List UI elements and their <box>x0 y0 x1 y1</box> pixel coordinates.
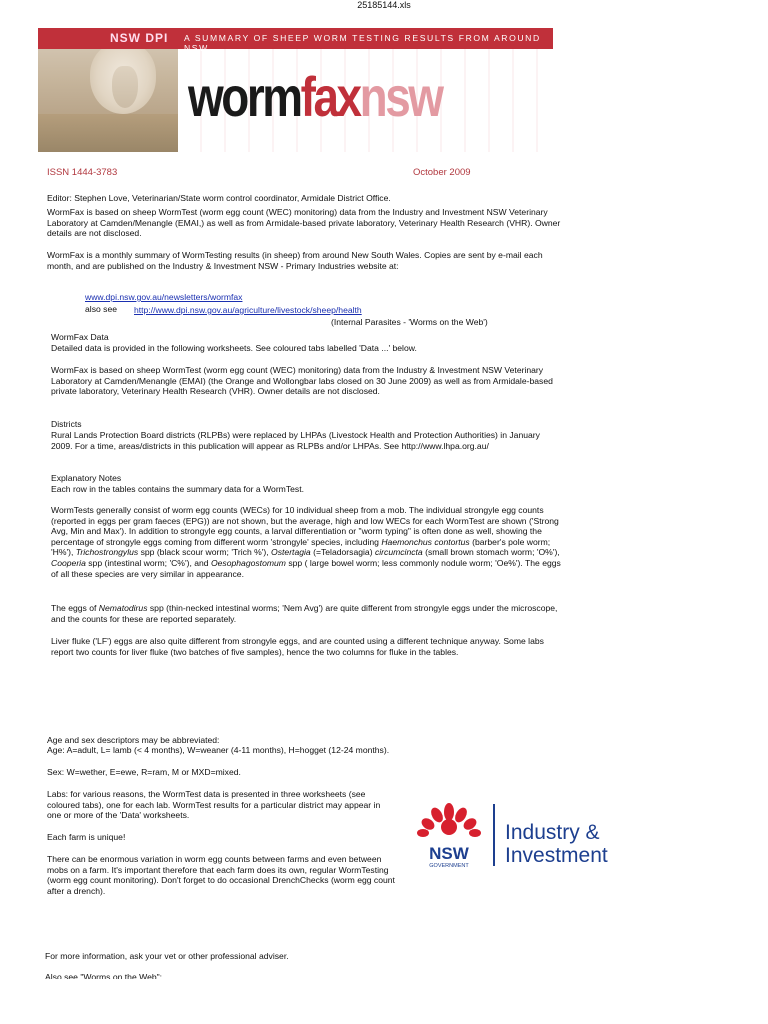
explanatory-text: Each row in the tables contains the summary data for a WormTest. <box>51 484 304 494</box>
nematodirus-paragraph: The eggs of Nematodirus spp (thin-necked intestinal worms; 'Nem Avg') are quite different from strongyle eggs under the microscope, and the counts for these are reported separately. <box>51 603 558 624</box>
industry-label: Industry & <box>505 821 600 844</box>
each-farm-unique-text: There can be enormous variation in worm egg counts between farms and even between mobs on a farm. It's important therefore that each farm does its own, regular WormTesting (worm egg count monitoring). Don't forget to do occasional DrenchChecks (worm egg count after a drench). <box>47 854 395 896</box>
banner-red-bar <box>38 28 553 53</box>
data-text: Detailed data is provided in the following worksheets. See coloured tabs labelled 'Data ...' below. <box>51 343 417 353</box>
wormtests-paragraph: WormTests generally consist of worm egg counts (WECs) for 10 individual sheep from a mob. The individual strongyle egg counts (reported in eggs per gram faeces (EPG)) are not shown, but the average, high and low WECs for each WormTest are shown ('Strong Avg, Min and Max'). In addition to strongyle egg counts, a larval differentiation or "worm typing" is often done as well, showing the percentage of strongyle eggs coming from different worm 'strongyle' species, including Haemonchus contortus (barber's pole worm; 'H%'), Trichostrongylus spp (black scour worm; 'Trich %'), Ostertagia (=Teladorsagia) circumcincta (small brown stomach worm; 'O%'), Cooperia spp (intestinal worm; 'C%'), and Oesophagostomum spp ( large bowel worm; less commonly nodule worm; 'Oe%'). The eggs of all these species are very similar in appearance. <box>51 505 561 579</box>
each-farm-unique-heading: Each farm is unique! <box>47 832 126 842</box>
data-heading: WormFax Data <box>51 332 109 342</box>
svg-text:NSW: NSW <box>429 844 469 863</box>
age-text: Age: A=adult, L= lamb (< 4 months), W=weaner (4-11 months), H=hogget (12-24 months). <box>47 745 390 755</box>
districts-text: Rural Lands Protection Board districts (RLPBs) were replaced by LHPAs (Livestock Health and Protection Authorities) in January 2009. For a time, areas/districts in this publication will appear as RLPBs and/or LHPAs. See http://www.lhpa.org.au/ <box>51 430 540 451</box>
nsw-dpi-label: NSW DPI <box>110 31 169 45</box>
intro-paragraph-2: WormFax is a monthly summary of WormTesting results (in sheep) from around New South Wales. Copies are sent by e-mail each month, and are published on the Industry & Investment NSW - Primary Industries website at: <box>47 250 543 271</box>
investment-label: Investment <box>505 844 608 867</box>
wormfax-newsletter-link[interactable]: www.dpi.nsw.gov.au/newsletters/wormfax <box>85 292 243 302</box>
wormfax-logo: wormfaxnsw <box>188 65 442 128</box>
also-see-web-text: Also see "Worms on the Web": <box>45 972 163 979</box>
liver-fluke-paragraph: Liver fluke ('LF') eggs are also quite different from strongyle eggs, and are counted using a different technique anyway. Some labs report two counts for liver fluke (two batches of five samples), hence the two columns for fluke in the tables. <box>51 636 544 657</box>
file-name: 25185144.xls <box>357 0 411 10</box>
also-see-label: also see <box>85 304 118 314</box>
wormfax-banner <box>38 28 553 152</box>
labs-text: Labs: for various reasons, the WormTest data is presented in three worksheets (see coloured tabs), one for each lab. WormTest results for a particular district may appear in one or more of the 'Data' worksheets. <box>47 789 381 821</box>
sheep-health-link[interactable]: http://www.dpi.nsw.gov.au/agriculture/livestock/sheep/health <box>134 305 362 315</box>
editor-line: Editor: Stephen Love, Veterinarian/State worm control coordinator, Armidale District Office. <box>47 193 391 203</box>
issn: ISSN 1444-3783 <box>47 167 118 178</box>
sex-text: Sex: W=wether, E=ewe, R=ram, M or MXD=mixed. <box>47 767 241 777</box>
intro-paragraph-1: WormFax is based on sheep WormTest (worm egg count (WEC) monitoring) data from the Industry and Investment NSW Veterinary Laboratory at Camden/Menangle (EMAI,) as well as from Armidale-based private laboratory, Veterinary Health Research (VHR). Owner details are not disclosed. <box>47 207 561 239</box>
svg-text:GOVERNMENT: GOVERNMENT <box>429 863 469 869</box>
issue-date: October 2009 <box>413 167 471 178</box>
districts-heading: Districts <box>51 419 82 429</box>
nsw-industry-investment-logo <box>415 800 635 870</box>
explanatory-heading: Explanatory Notes <box>51 473 122 483</box>
worms-on-web-note: (Internal Parasites - 'Worms on the Web') <box>331 317 488 327</box>
data-text-2: WormFax is based on sheep WormTest (worm egg count (WEC) monitoring) data from the Industry & Investment NSW Veterinary Laboratory at Camden/Menangle (EMAI) (the Orange and Wollongbar labs closed on 30 June 2009) as well as from Armidale-based private laboratory, Veterinary Health Research (VHR). Owner details are not disclosed. <box>51 365 553 397</box>
waratah-icon <box>415 800 495 870</box>
banner-tagline: A SUMMARY OF SHEEP WORM TESTING RESULTS FROM AROUND NSW <box>184 33 541 53</box>
logo-divider <box>493 804 495 866</box>
more-info-text: For more information, ask your vet or other professional adviser. <box>45 951 289 961</box>
age-sex-heading: Age and sex descriptors may be abbreviated: <box>47 735 220 745</box>
